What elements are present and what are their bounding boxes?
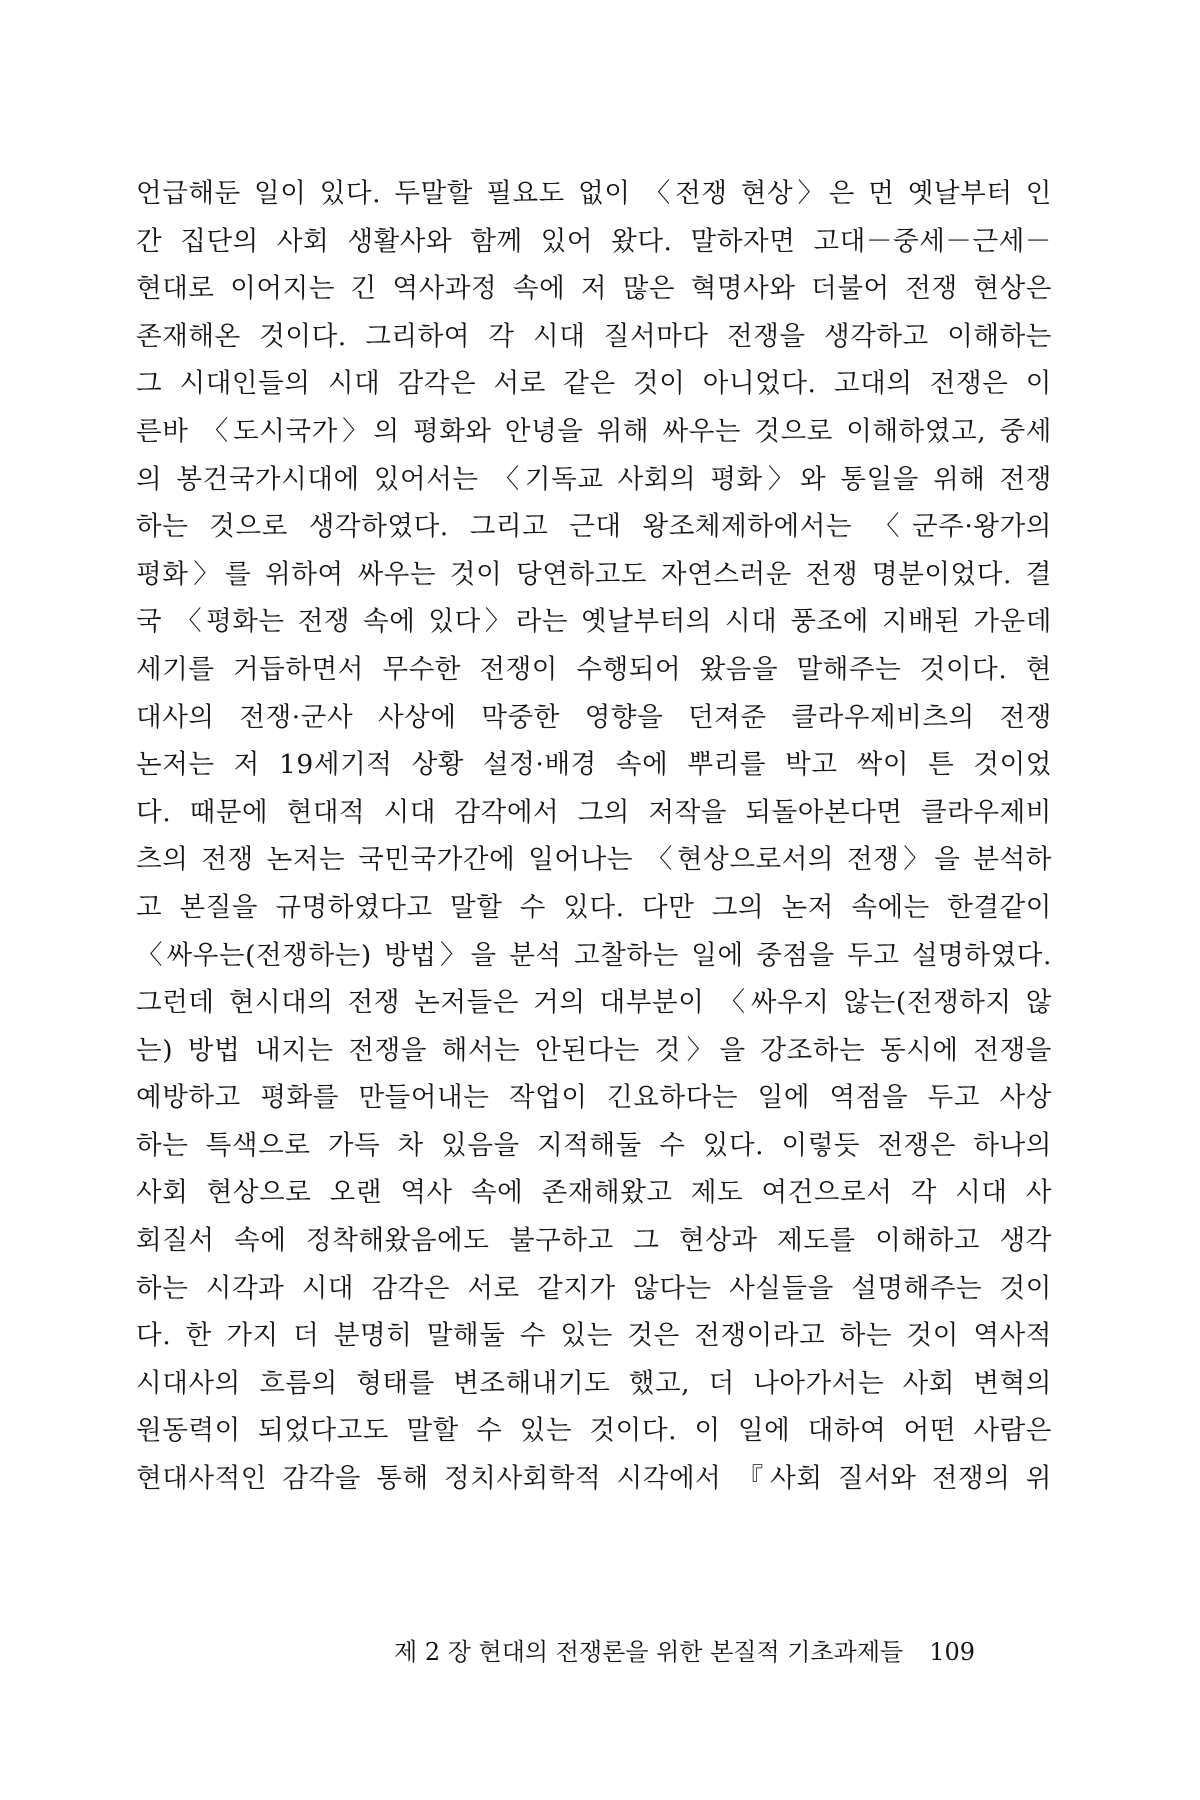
body-text [136, 170, 1052, 1503]
text-line: 하는 시각과 시대 감각은 서로 같지가 않다는 사실들을 설명해주는 것이 [136, 1272, 1052, 1304]
text-line: 현대로 이어지는 긴 역사과정 속에 저 많은 혁명사와 더불어 전쟁 현상은 [136, 273, 1052, 305]
text-line: 현대사적인 감각을 통해 정치사회학적 시각에서 『사회 질서와 전쟁의 위 [136, 1463, 1052, 1495]
chapter-title: 제 2 장 현대의 전쟁론을 위한 본질적 기초과제들 [394, 1638, 904, 1666]
text-line: 른바 〈도시국가〉의 평화와 안녕을 위해 싸우는 것으로 이해하였고, 중세 [136, 415, 1052, 447]
text-line: 논저는 저 19세기적 상황 설정·배경 속에 뿌리를 박고 싹이 튼 것이었 [136, 749, 1052, 781]
text-line: 언급해둔 일이 있다. 두말할 필요도 없이 〈전쟁 현상〉은 먼 옛날부터 인 [136, 178, 1052, 209]
text-line: 하는 것으로 생각하였다. 그리고 근대 왕조체제하에서는 〈군주·왕가의 [136, 511, 1052, 543]
running-footer [355, 1632, 975, 1672]
text-line: 국 〈평화는 전쟁 속에 있다〉라는 옛날부터의 시대 풍조에 지배된 가운데 [136, 606, 1052, 638]
text-line: 예방하고 평화를 만들어내는 작업이 긴요하다는 일에 역점을 두고 사상 [136, 1082, 1052, 1114]
text-line: 〈싸우는(전쟁하는) 방법〉을 분석 고찰하는 일에 중점을 두고 설명하였다. [136, 939, 1052, 971]
text-line: 하는 특색으로 가득 차 있음을 지적해둘 수 있다. 이렇듯 전쟁은 하나의 [136, 1129, 1052, 1161]
page-number: 109 [929, 1638, 975, 1666]
text-line: 그런데 현시대의 전쟁 논저들은 거의 대부분이 〈싸우지 않는(전쟁하지 않 [136, 987, 1052, 1019]
text-line: 고 본질을 규명하였다고 말할 수 있다. 다만 그의 논저 속에는 한결같이 [136, 891, 1052, 923]
text-line: 다. 한 가지 더 분명히 말해둘 수 있는 것은 전쟁이라고 하는 것이 역사적 [136, 1320, 1052, 1352]
text-line: 평화〉를 위하여 싸우는 것이 당연하고도 자연스러운 전쟁 명분이었다. 결 [136, 558, 1052, 590]
text-line: 츠의 전쟁 논저는 국민국가간에 일어나는 〈현상으로서의 전쟁〉을 분석하 [136, 844, 1052, 876]
text-line: 는) 방법 내지는 전쟁을 해서는 안된다는 것〉을 강조하는 동시에 전쟁을 [136, 1034, 1052, 1066]
text-line: 시대사의 흐름의 형태를 변조해내기도 했고, 더 나아가서는 사회 변혁의 [136, 1367, 1052, 1399]
text-line: 존재해온 것이다. 그리하여 각 시대 질서마다 전쟁을 생각하고 이해하는 [136, 320, 1052, 352]
text-line: 간 집단의 사회 생활사와 함께 있어 왔다. 말하자면 고대－중세－근세－ [136, 225, 1052, 257]
text-line: 회질서 속에 정착해왔음에도 불구하고 그 현상과 제도를 이해하고 생각 [136, 1225, 1052, 1257]
text-line: 사회 현상으로 오랜 역사 속에 존재해왔고 제도 여건으로서 각 시대 사 [136, 1177, 1052, 1209]
text-line: 다. 때문에 현대적 시대 감각에서 그의 저작을 되돌아본다면 클라우제비 [136, 796, 1052, 828]
text-line: 세기를 거듭하면서 무수한 전쟁이 수행되어 왔음을 말해주는 것이다. 현 [136, 653, 1052, 685]
text-line: 의 봉건국가시대에 있어서는 〈기독교 사회의 평화〉와 통일을 위해 전쟁 [136, 463, 1052, 495]
text-line: 그 시대인들의 시대 감각은 서로 같은 것이 아니었다. 고대의 전쟁은 이 [136, 368, 1052, 400]
text-line: 대사의 전쟁·군사 사상에 막중한 영향을 던져준 클라우제비츠의 전쟁 [136, 701, 1052, 733]
text-line: 원동력이 되었다고도 말할 수 있는 것이다. 이 일에 대하여 어떤 사람은 [136, 1415, 1052, 1447]
